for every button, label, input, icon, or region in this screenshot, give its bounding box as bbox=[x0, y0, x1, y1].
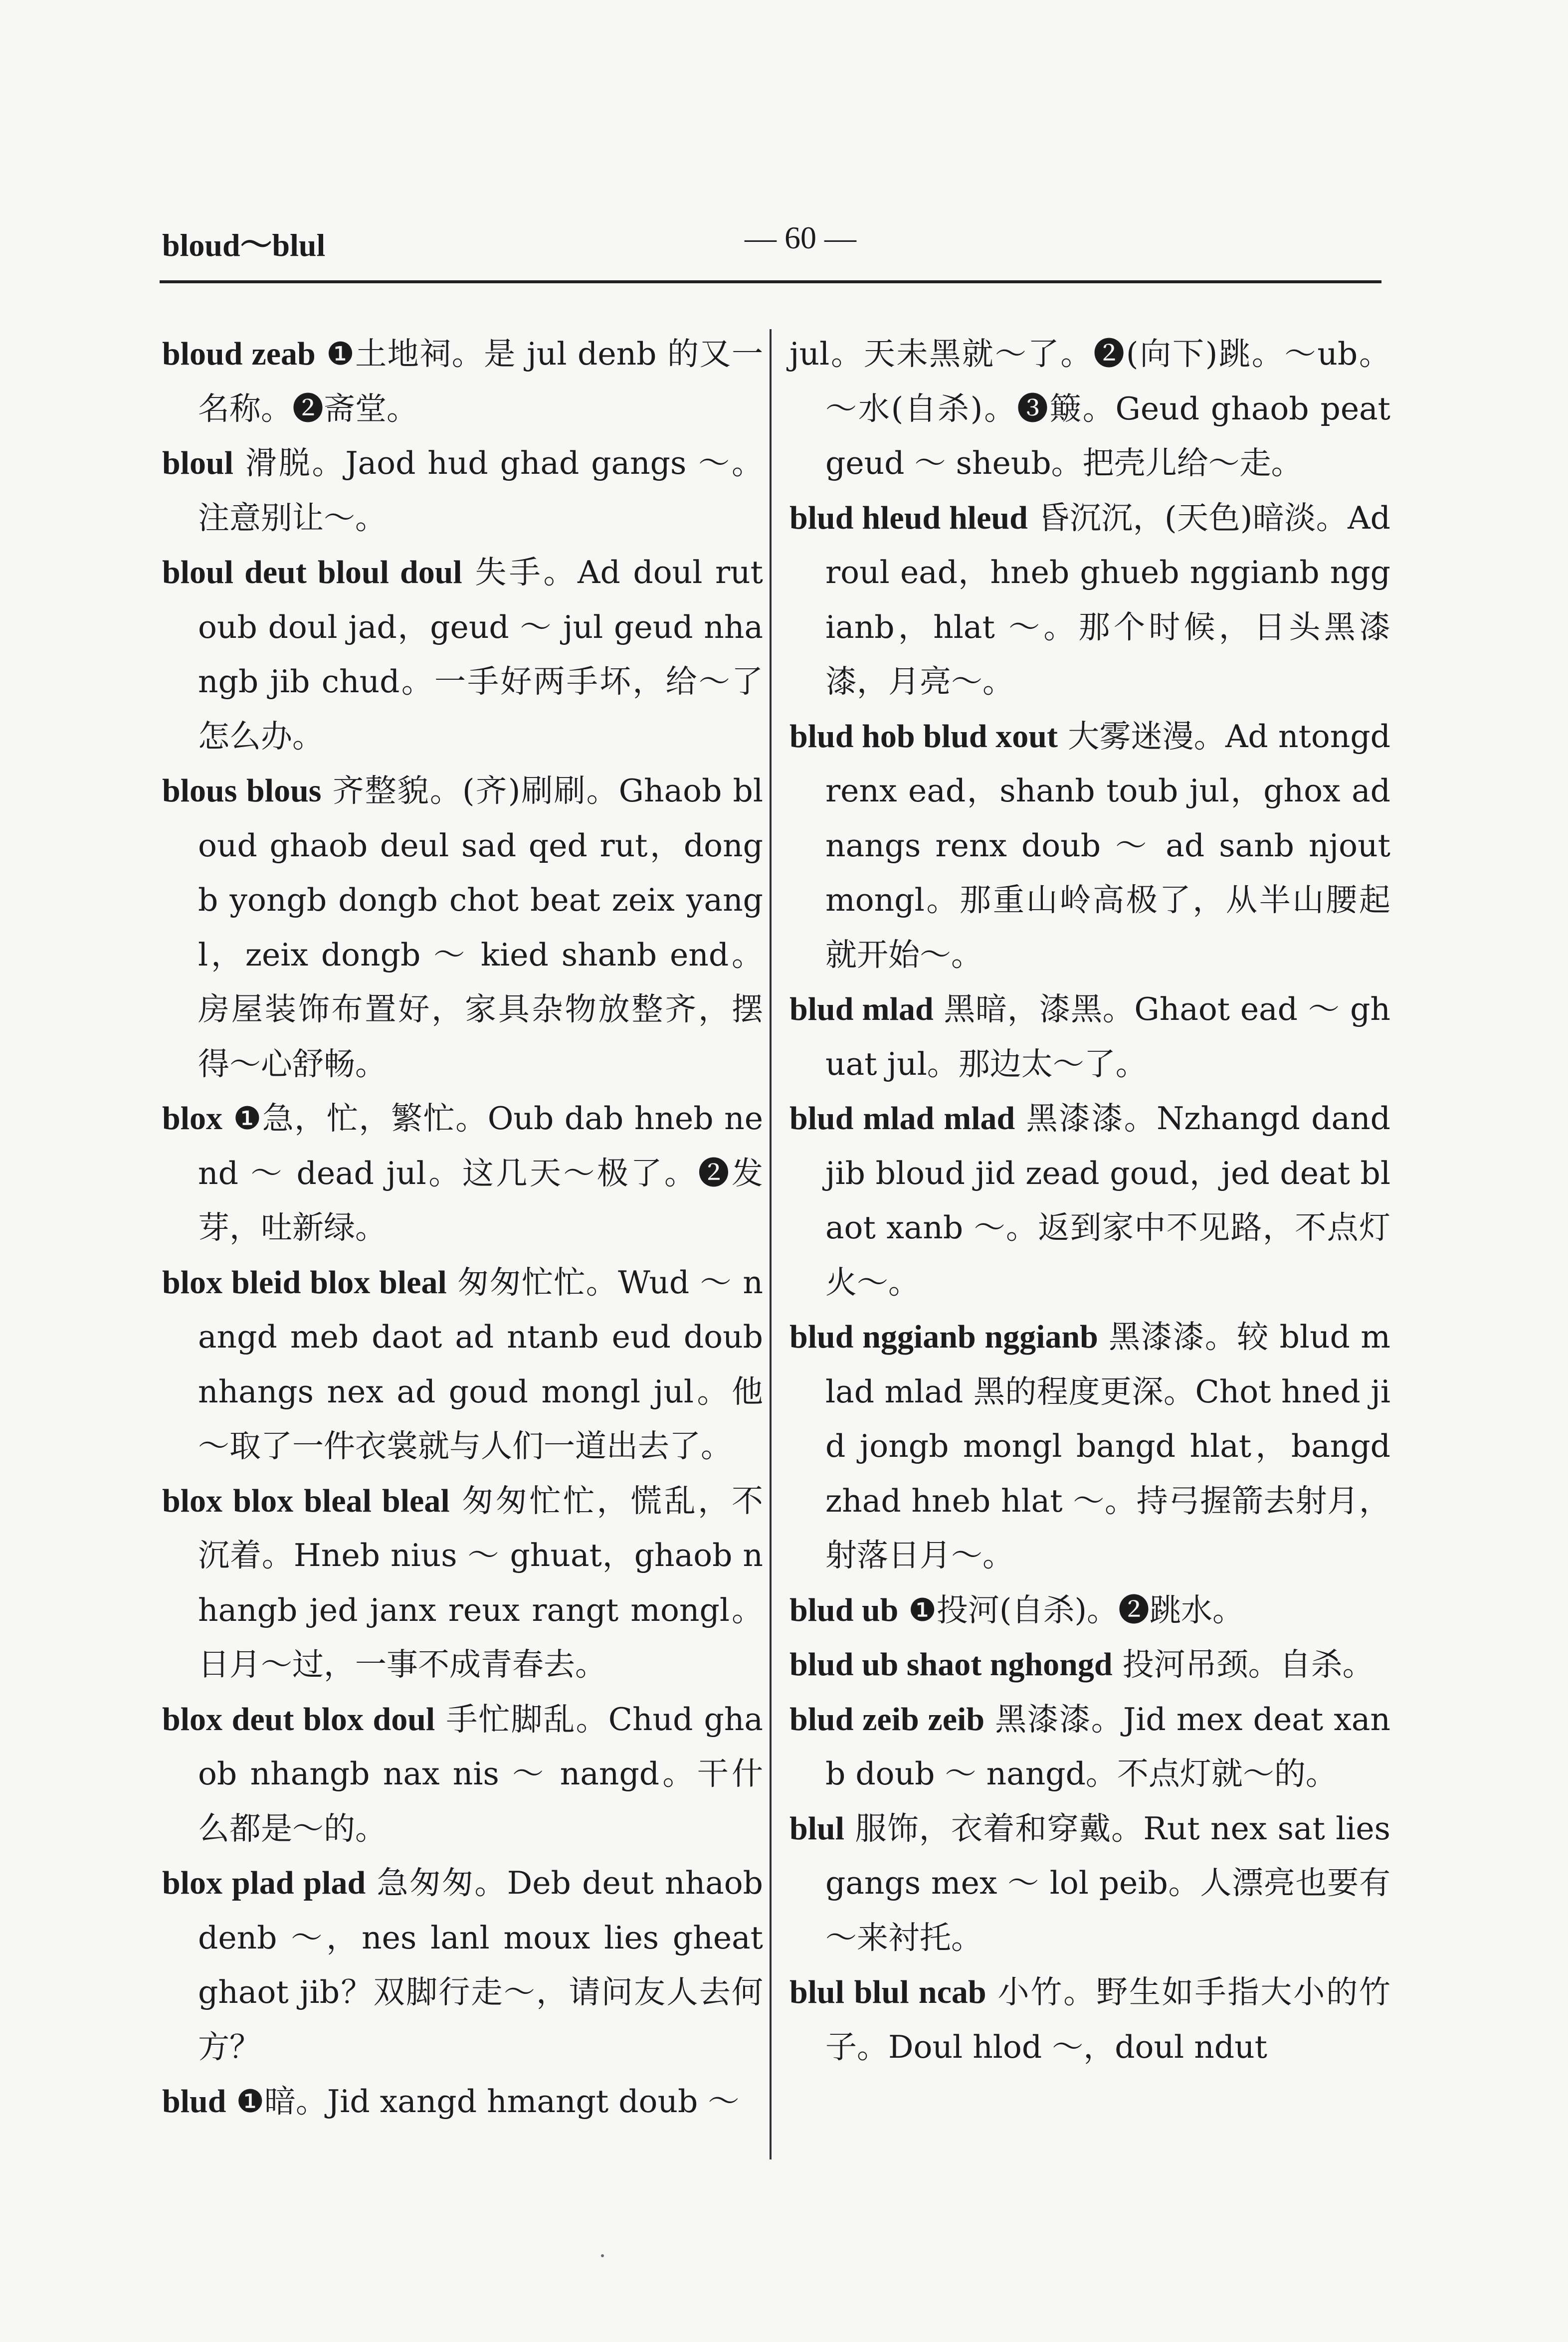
entry-definition: 失手。Ad doul rut oub doul jad，geud ～ jul geud nhangb jib chud。一手好两手坏，给～了怎么办。 bbox=[198, 554, 763, 755]
dictionary-entry bbox=[789, 1965, 1390, 2074]
entry-definition: 投河吊颈。自杀。 bbox=[1112, 1646, 1374, 1683]
dictionary-entry bbox=[789, 709, 1390, 982]
dictionary-entry bbox=[789, 1310, 1390, 1583]
entry-definition: 齐整貌。(齐)刷刷。Ghaob bloud ghaob deul sad qed rut，dongb yongb dongb chot beat zeix yangl，zeix dongb ～ kied shanb end。房屋装饰布置好，家具杂物放整齐，摆得～心舒畅。 bbox=[198, 773, 763, 1082]
dictionary-entry bbox=[162, 1255, 763, 1474]
dictionary-entry bbox=[789, 1583, 1390, 1638]
dictionary-entry bbox=[162, 436, 763, 545]
entry-headword: bloul deut bloul doul bbox=[162, 554, 462, 590]
entry-definition: 滑脱。Jaod hud ghad gangs ～。注意别让～。 bbox=[198, 445, 763, 536]
entry-definition: 黑暗，漆黑。Ghaot ead ～ ghuat jul。那边太～了。 bbox=[825, 991, 1390, 1082]
entry-headword: blud hleud hleud bbox=[789, 499, 1028, 536]
entry-definition: 小竹。野生如手指大小的竹子。Doul hlod ～，doul ndut bbox=[825, 1974, 1390, 2065]
entry-headword: blox deut blox doul bbox=[162, 1701, 435, 1738]
dictionary-entry bbox=[162, 327, 763, 436]
dictionary-entry bbox=[789, 1637, 1390, 1692]
header-rule bbox=[160, 280, 1381, 283]
entry-definition: 昏沉沉，(天色)暗淡。Ad roul ead，hneb ghueb nggianb nggianb，hlat ～。那个时候，日头黑漆漆，月亮～。 bbox=[825, 499, 1391, 700]
entry-headword: bloul bbox=[162, 445, 234, 481]
dictionary-entry bbox=[162, 1474, 763, 1692]
entry-definition: ❶土地祠。是 jul denb 的又一名称。❷斋堂。 bbox=[198, 336, 764, 427]
entry-headword: blud mlad mlad bbox=[789, 1100, 1015, 1137]
entry-headword: blud ub bbox=[789, 1591, 899, 1628]
dictionary-entry-continuation bbox=[789, 327, 1390, 491]
entry-headword: blox bbox=[162, 1100, 223, 1137]
entry-definition: 匆匆忙忙，慌乱，不沉着。Hneb nius ～ ghuat，ghaob nhangb jed janx reux rangt mongl。日月～过，一事不成青春去。 bbox=[198, 1482, 764, 1683]
page-number: — 60 — bbox=[745, 220, 856, 255]
left-column bbox=[162, 327, 763, 2129]
entry-definition: 黑漆漆。Nzhangd dand jib bloud jid zead goud，jed deat blaot xanb ～。返到家中不见路，不点灯火～。 bbox=[825, 1100, 1391, 1301]
entry-headword: blud ub shaot nghongd bbox=[789, 1646, 1113, 1683]
entry-definition: 匆匆忙忙。Wud ～ nangd meb daot ad ntanb eud doub nhangs nex ad goud mongl jul。他～取了一件衣裳就与人们一道出去了。 bbox=[198, 1264, 763, 1464]
dictionary-entry bbox=[789, 982, 1390, 1091]
entry-headword: blud bbox=[162, 2083, 226, 2120]
page-header bbox=[162, 219, 1379, 263]
entry-definition: 大雾迷漫。Ad ntongd renx ead，shanb toub jul，ghox ad nangs renx doub ～ ad sanb njout mongl。那重山岭高极了，从半山腰起就开始～。 bbox=[825, 718, 1390, 973]
dictionary-entry bbox=[789, 1801, 1390, 1965]
entry-definition: ❶投河(自杀)。❷跳水。 bbox=[898, 1591, 1244, 1628]
print-speck bbox=[601, 2254, 604, 2257]
column-divider bbox=[770, 329, 772, 2159]
entry-definition: 黑漆漆。较 blud mlad mlad 黑的程度更深。Chot hned jid jongb mongl bangd hlat，bangd zhad hneb hlat ～。持弓握箭去射月，射落日月～。 bbox=[825, 1319, 1390, 1573]
entry-headword: blud mlad bbox=[789, 991, 934, 1027]
entry-headword: bloud zeab bbox=[162, 336, 316, 372]
running-head: bloud～blul bbox=[162, 227, 326, 263]
entry-headword: blul bbox=[789, 1810, 845, 1847]
dictionary-entry bbox=[789, 491, 1390, 709]
dictionary-entry bbox=[789, 1692, 1390, 1801]
entry-headword: blox blox bleal bleal bbox=[162, 1482, 450, 1519]
entry-headword: blous blous bbox=[162, 773, 322, 809]
dictionary-entry bbox=[162, 2074, 763, 2129]
entry-definition: 急匆匆。Deb deut nhaob denb ～，nes lanl moux lies gheat ghaot jib？双脚行走～，请问友人去何方？ bbox=[198, 1865, 764, 2065]
right-column bbox=[789, 327, 1390, 2074]
entry-definition: jul。天未黑就～了。❷(向下)跳。～ub。～水(自杀)。❸簸。Geud ghaob peat geud ～ sheub。把壳儿给～走。 bbox=[789, 336, 1390, 481]
dictionary-entry bbox=[789, 1091, 1390, 1310]
dictionary-entry bbox=[162, 545, 763, 764]
entry-definition: 服饰，衣着和穿戴。Rut nex sat lies gangs mex ～ lol peib。人漂亮也要有～来衬托。 bbox=[825, 1810, 1390, 1956]
dictionary-entry bbox=[162, 1091, 763, 1255]
entry-headword: blud nggianb nggianb bbox=[789, 1319, 1098, 1355]
dictionary-entry bbox=[162, 1856, 763, 2074]
entry-headword: blox bleid blox bleal bbox=[162, 1264, 447, 1301]
entry-definition: 手忙脚乱。Chud ghaob nhangb nax nis ～ nangd。干什么都是～的。 bbox=[198, 1701, 763, 1847]
entry-headword: blud hob blud xout bbox=[789, 718, 1058, 755]
entry-definition: ❶急，忙，繁忙。Oub dab hneb nend ～ dead jul。这几天～极了。❷发芽，吐新绿。 bbox=[198, 1100, 763, 1246]
entry-headword: blox plad plad bbox=[162, 1865, 366, 1901]
entry-headword: blul blul ncab bbox=[789, 1974, 986, 2010]
dictionary-entry bbox=[162, 764, 763, 1091]
entry-headword: blud zeib zeib bbox=[789, 1701, 985, 1738]
entry-definition: ❶暗。Jid xangd hmangt doub ～ bbox=[226, 2083, 740, 2120]
dictionary-entry bbox=[162, 1692, 763, 1856]
entry-definition: 黑漆漆。Jid mex deat xanb doub ～ nangd。不点灯就～的。 bbox=[825, 1701, 1391, 1792]
